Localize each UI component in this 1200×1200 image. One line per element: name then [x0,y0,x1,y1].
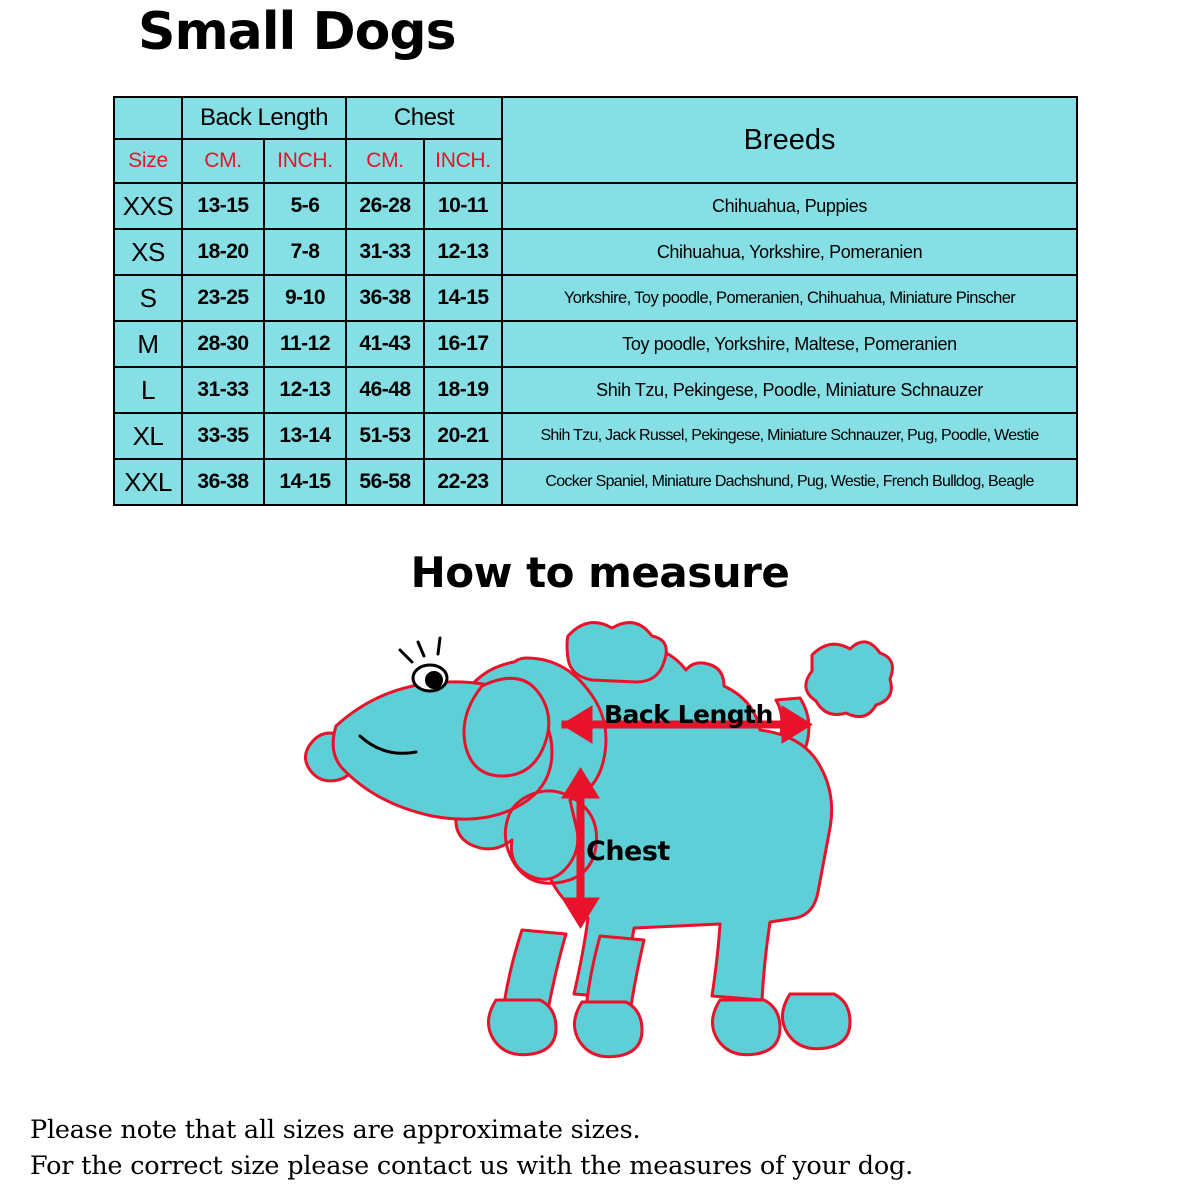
cell-breeds: Chihuahua, Yorkshire, Pomeranien [502,229,1077,275]
cell-size: M [114,321,182,367]
cell-ch-inch: 10-11 [424,183,502,229]
cell-ch-cm: 26-28 [346,183,424,229]
table-header-group-row [114,97,1077,139]
cell-size: XL [114,413,182,459]
cell-bl-cm: 18-20 [182,229,264,275]
table-row [114,459,1077,505]
cell-ch-inch: 16-17 [424,321,502,367]
cell-bl-cm: 13-15 [182,183,264,229]
cell-ch-cm: 56-58 [346,459,424,505]
page-title: Small Dogs [138,2,456,62]
cell-breeds: Chihuahua, Puppies [502,183,1077,229]
table-row [114,321,1077,367]
cell-bl-inch: 7-8 [264,229,346,275]
header-breeds: Breeds [502,97,1077,183]
cell-ch-cm: 36-38 [346,275,424,321]
cell-bl-cm: 23-25 [182,275,264,321]
cell-bl-inch: 9-10 [264,275,346,321]
cell-ch-inch: 14-15 [424,275,502,321]
header-bl-inch: INCH. [264,139,346,183]
cell-ch-inch: 22-23 [424,459,502,505]
chest-label: Chest [586,836,670,867]
header-ch-inch: INCH. [424,139,502,183]
cell-bl-inch: 12-13 [264,367,346,413]
size-chart-table [113,96,1078,506]
cell-bl-inch: 11-12 [264,321,346,367]
how-to-measure-title: How to measure [410,548,790,597]
header-spacer-cell [114,97,182,139]
cell-ch-inch: 12-13 [424,229,502,275]
table-row [114,229,1077,275]
table-row [114,413,1077,459]
table-row [114,183,1077,229]
cell-size: XS [114,229,182,275]
header-back-length: Back Length [182,97,346,139]
cell-size: L [114,367,182,413]
cell-bl-cm: 31-33 [182,367,264,413]
header-size: Size [114,139,182,183]
header-chest: Chest [346,97,502,139]
cell-breeds: Toy poodle, Yorkshire, Maltese, Pomeranien [502,321,1077,367]
cell-breeds: Yorkshire, Toy poodle, Pomeranien, Chihuahua, Miniature Pinscher [502,275,1077,321]
header-bl-cm: CM. [182,139,264,183]
cell-bl-inch: 14-15 [264,459,346,505]
cell-size: XXS [114,183,182,229]
cell-bl-cm: 33-35 [182,413,264,459]
footer-line-2: For the correct size please contact us with the measures of your dog. [30,1151,913,1182]
poodle-eye [400,638,447,691]
cell-ch-cm: 51-53 [346,413,424,459]
cell-bl-inch: 13-14 [264,413,346,459]
cell-size: S [114,275,182,321]
cell-bl-cm: 36-38 [182,459,264,505]
cell-ch-inch: 20-21 [424,413,502,459]
footer-note [30,1112,1190,1184]
footer-line-1: Please note that all sizes are approximate sizes. [30,1115,641,1145]
back-length-label: Back Length [604,700,773,729]
cell-breeds: Shih Tzu, Pekingese, Poodle, Miniature Schnauzer [502,367,1077,413]
cell-ch-cm: 41-43 [346,321,424,367]
cell-bl-cm: 28-30 [182,321,264,367]
cell-ch-inch: 18-19 [424,367,502,413]
cell-ch-cm: 31-33 [346,229,424,275]
cell-bl-inch: 5-6 [264,183,346,229]
cell-breeds: Cocker Spaniel, Miniature Dachshund, Pug, Westie, French Bulldog, Beagle [502,459,1077,505]
cell-breeds: Shih Tzu, Jack Russel, Pekingese, Miniature Schnauzer, Pug, Poodle, Westie [502,413,1077,459]
table-row [114,275,1077,321]
table-row [114,367,1077,413]
cell-size: XXL [114,459,182,505]
header-ch-cm: CM. [346,139,424,183]
cell-ch-cm: 46-48 [346,367,424,413]
